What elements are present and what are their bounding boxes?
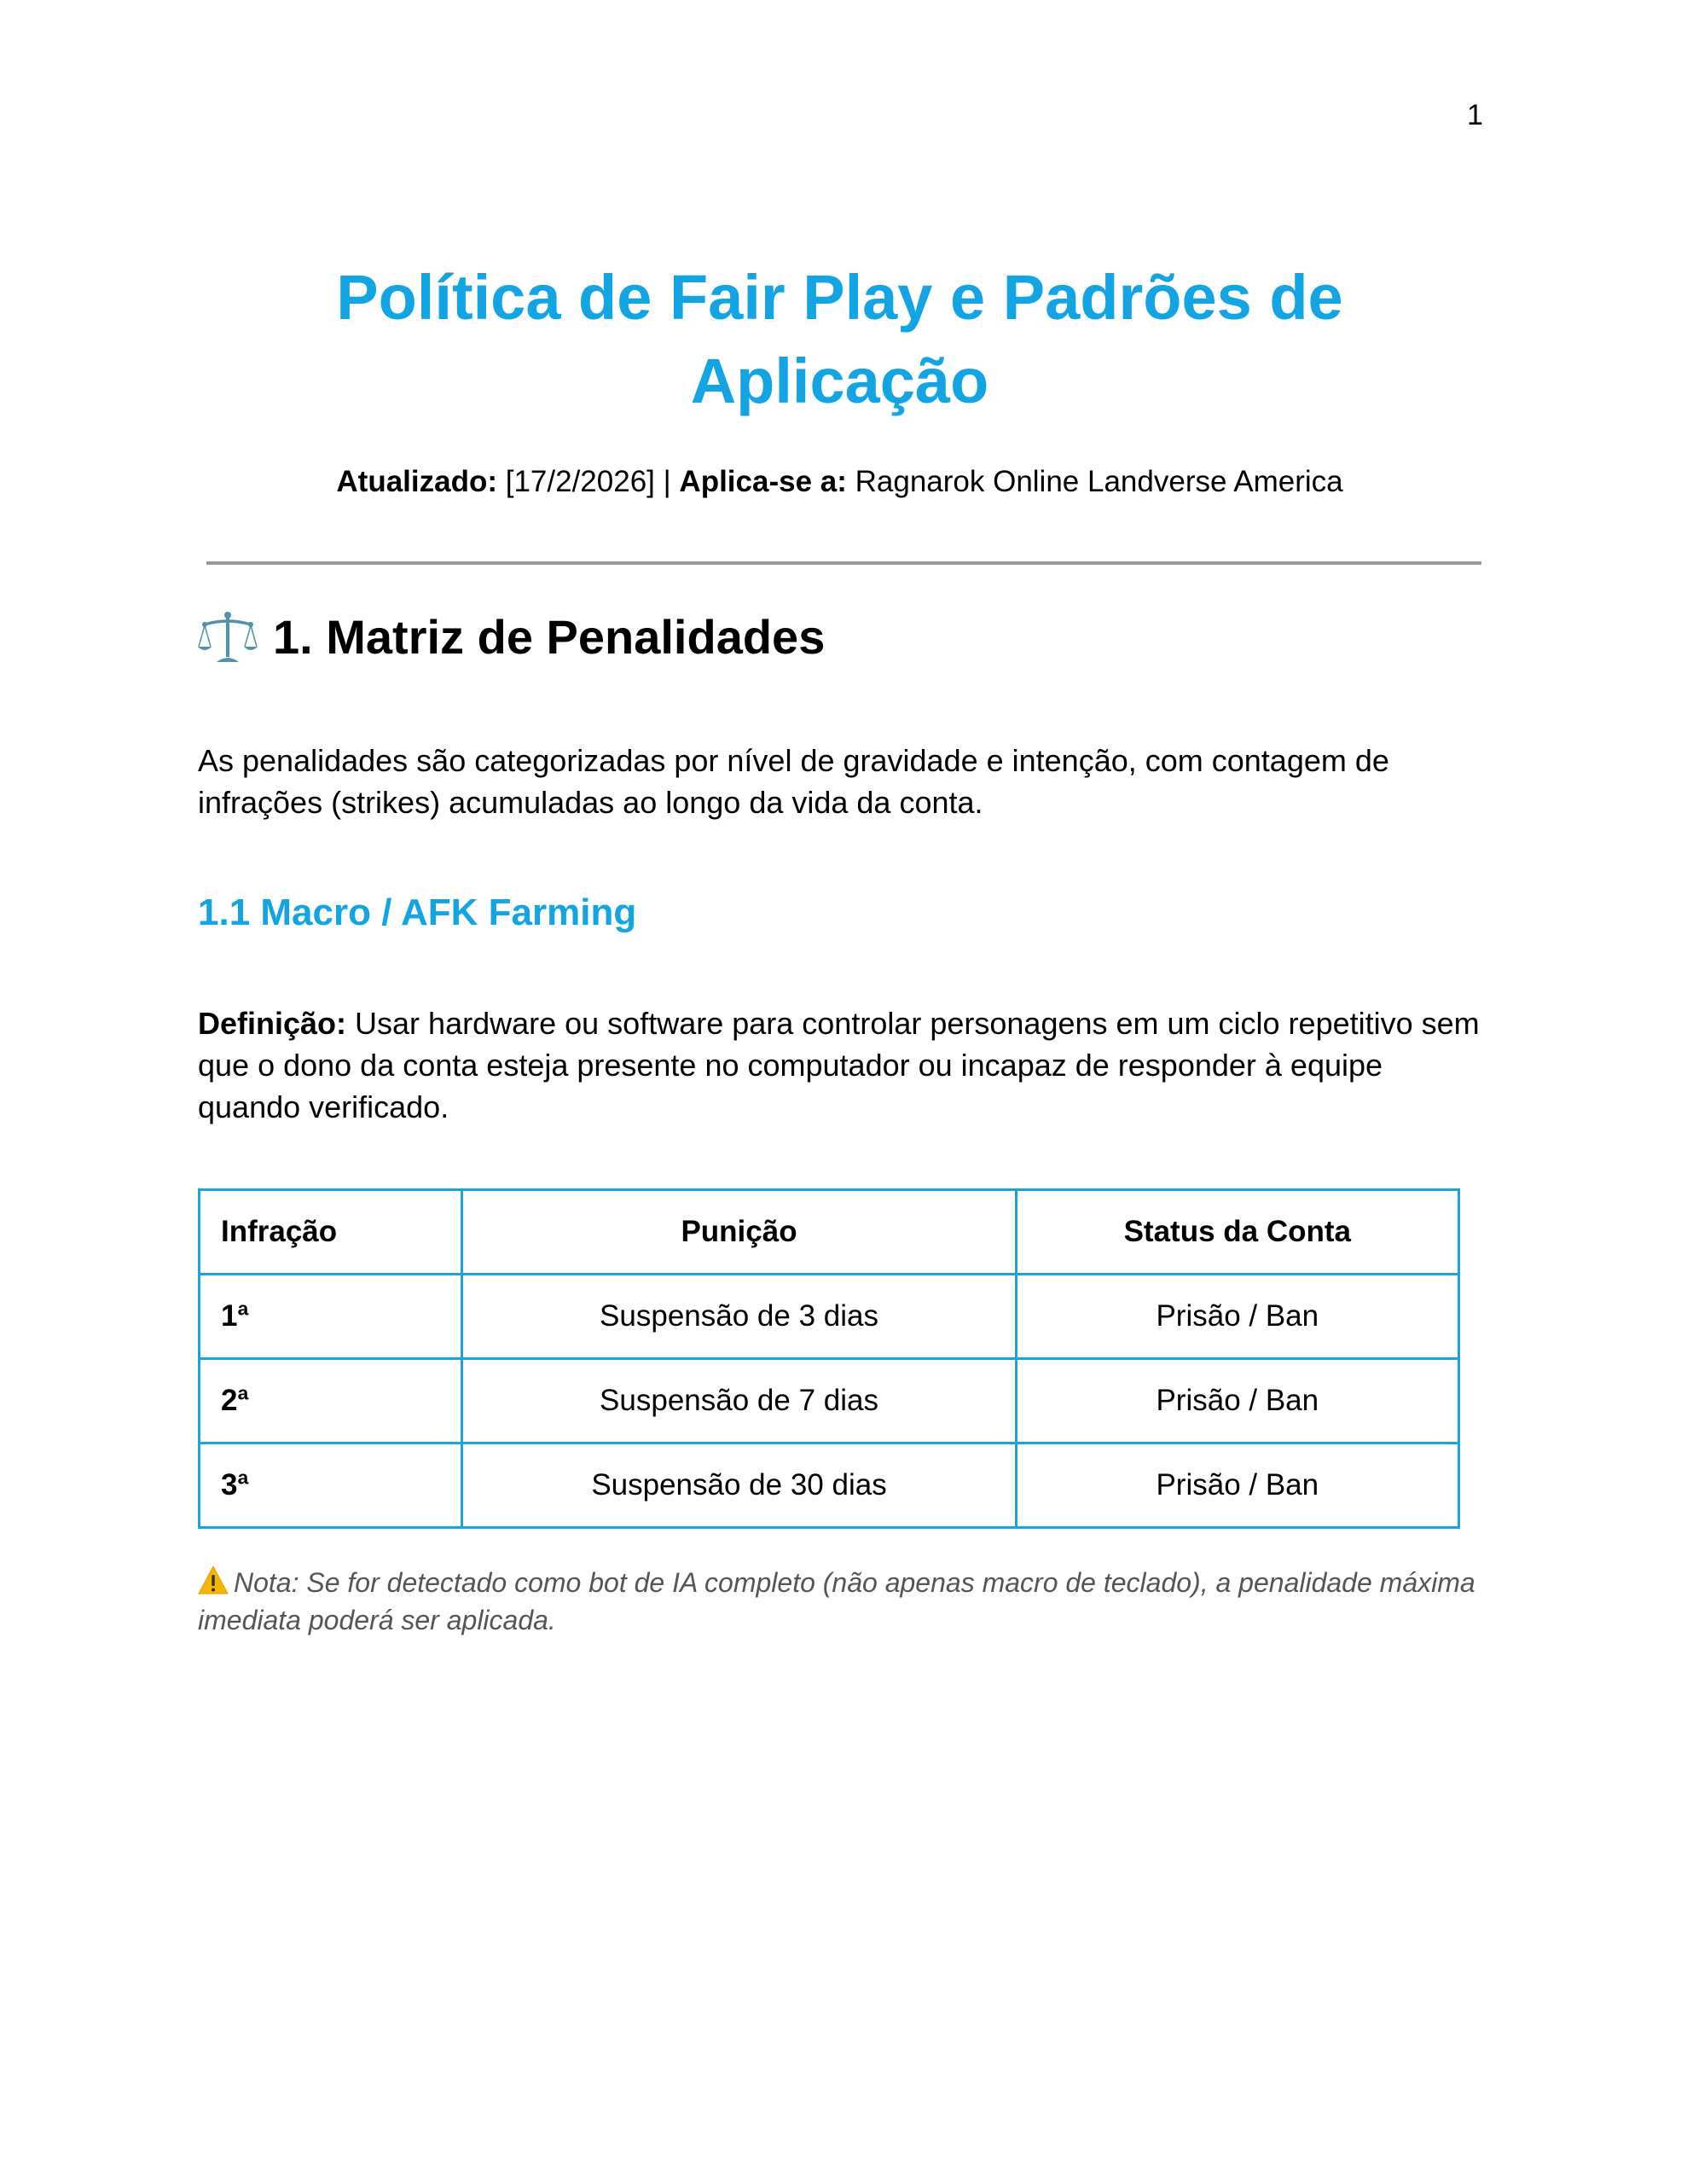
cell-punishment: Suspensão de 30 dias	[462, 1443, 1016, 1528]
table-header-row	[200, 1190, 1459, 1275]
document-meta	[198, 463, 1481, 501]
cell-infraction: 1ª	[200, 1275, 462, 1359]
applies-label: Aplica-se a:	[679, 465, 847, 498]
definition-paragraph	[198, 1002, 1486, 1128]
updated-label: Atualizado:	[336, 465, 497, 498]
header-punishment: Punição	[462, 1190, 1016, 1275]
cell-infraction: 3ª	[200, 1443, 462, 1528]
cell-punishment: Suspensão de 3 dias	[462, 1275, 1016, 1359]
table-row	[200, 1443, 1459, 1528]
updated-value: [17/2/2026] |	[497, 465, 680, 498]
cell-account-status: Prisão / Ban	[1016, 1443, 1458, 1528]
section-heading	[198, 607, 825, 667]
note-paragraph	[198, 1564, 1486, 1639]
table-row	[200, 1359, 1459, 1443]
scales-icon	[198, 607, 258, 667]
warning-icon	[198, 1565, 229, 1595]
horizontal-divider	[206, 561, 1481, 565]
cell-account-status: Prisão / Ban	[1016, 1359, 1458, 1443]
definition-label: Definição:	[198, 1006, 347, 1041]
table-row	[200, 1275, 1459, 1359]
cell-infraction: 2ª	[200, 1359, 462, 1443]
subsection-heading: 1.1 Macro / AFK Farming	[198, 892, 637, 933]
section-heading-text: 1. Matriz de Penalidades	[273, 610, 826, 664]
header-infraction: Infração	[200, 1190, 462, 1275]
note-text: Nota: Se for detectado como bot de IA completo (não apenas macro de teclado), a penalidade máxima imediata poderá ser aplicada.	[198, 1567, 1475, 1635]
definition-text: Usar hardware ou software para controlar personagens em um ciclo repetitivo sem que o dono da conta esteja presente no computador ou incapaz de responder à equipe quando verificado.	[198, 1006, 1480, 1124]
applies-value: Ragnarok Online Landverse America	[846, 465, 1343, 498]
page-number: 1	[1467, 99, 1483, 131]
header-account-status: Status da Conta	[1016, 1190, 1458, 1275]
penalty-table	[198, 1188, 1460, 1529]
cell-account-status: Prisão / Ban	[1016, 1275, 1458, 1359]
document-title: Política de Fair Play e Padrões de Aplicação	[336, 262, 1343, 416]
intro-paragraph: As penalidades são categorizadas por nível de gravidade e intenção, com contagem de infrações (strikes) acumuladas ao longo da vida da conta.	[198, 743, 1389, 820]
cell-punishment: Suspensão de 7 dias	[462, 1359, 1016, 1443]
